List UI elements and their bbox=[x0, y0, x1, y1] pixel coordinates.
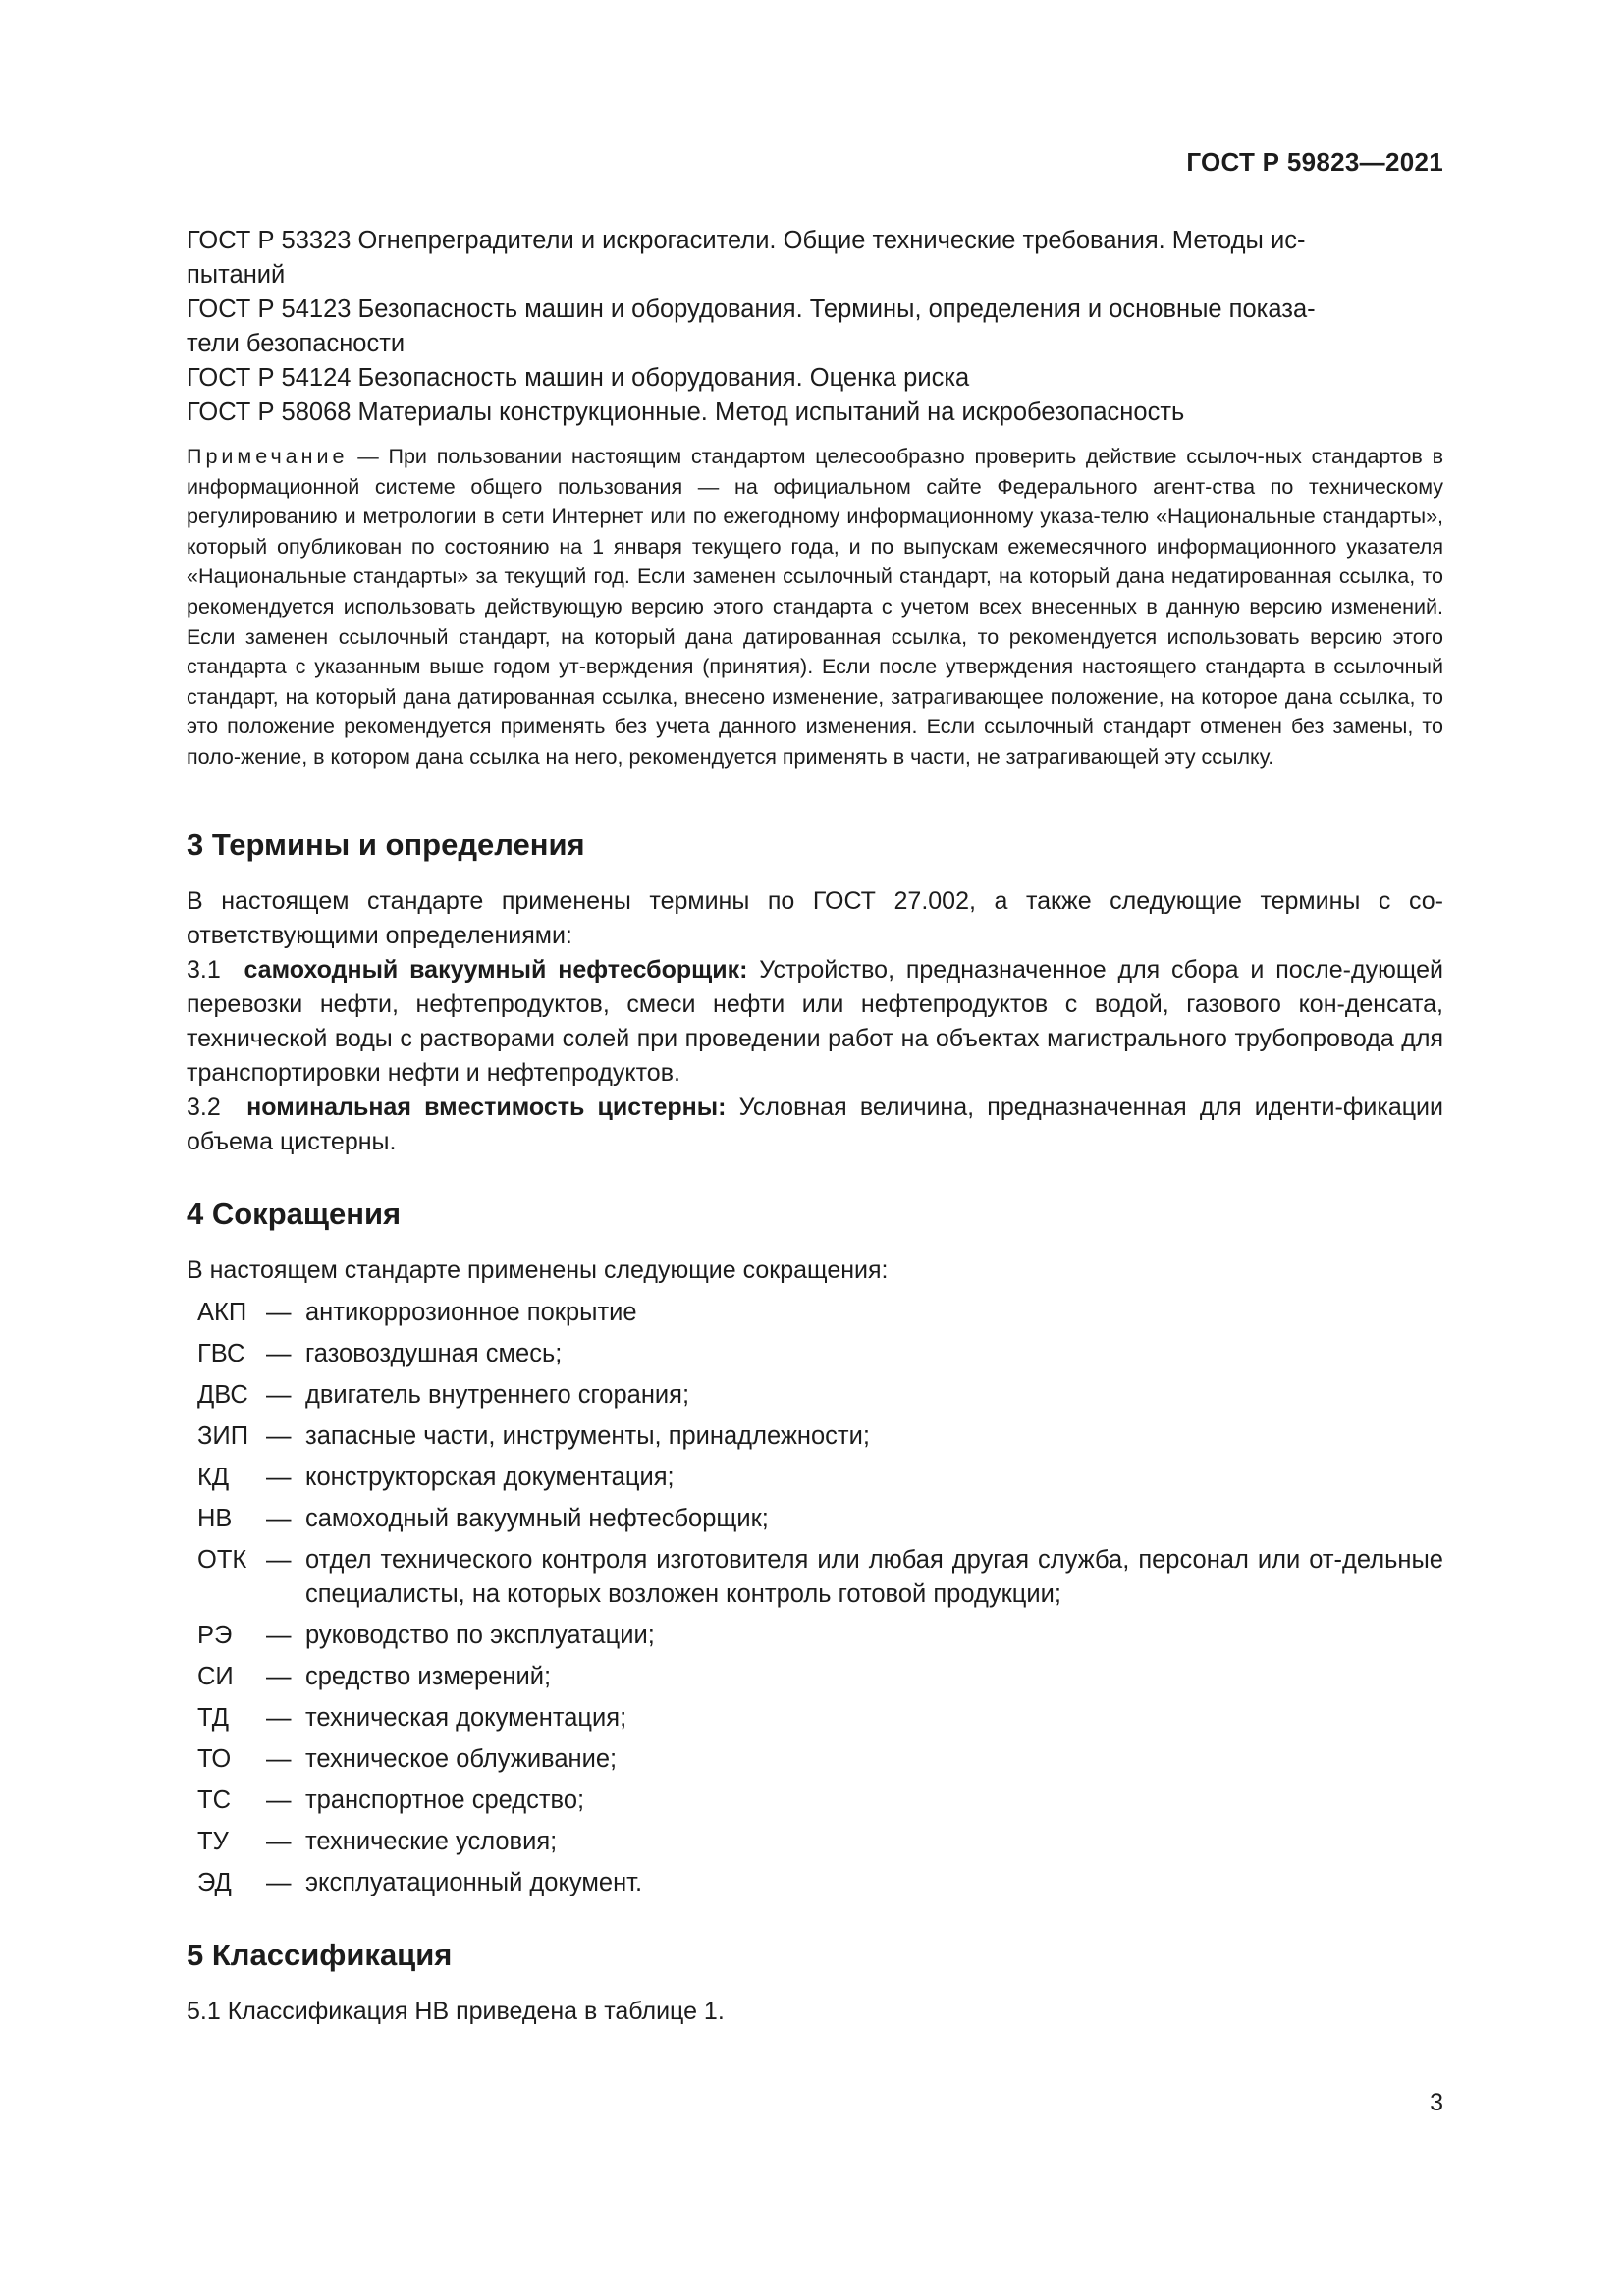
section-4-intro: В настоящем стандарте применены следующие сокращения: bbox=[187, 1255, 889, 1284]
term-name: самоходный вакуумный нефтесборщик: bbox=[244, 955, 748, 984]
abbreviation: ЗИП bbox=[197, 1421, 249, 1450]
reference-line: ГОСТ Р 53323 Огнепреградители и искрогасители. Общие технические требования. Методы ис- bbox=[187, 227, 1306, 254]
abbreviation-dash: — bbox=[266, 1545, 292, 1574]
references-list bbox=[187, 224, 1443, 430]
section-3-body bbox=[187, 884, 1443, 1159]
term-name: номинальная вместимость цистерны: bbox=[246, 1093, 727, 1121]
abbreviation-definition: антикоррозионное покрытие bbox=[305, 1298, 637, 1326]
abbreviation-definition: отдел технического контроля изготовителя или любая другая служба, персонал или от-дельные специалисты, на которых возложен контроль готовой продукции; bbox=[305, 1545, 1443, 1608]
abbreviation-item bbox=[187, 1502, 1443, 1536]
abbreviation-dash: — bbox=[266, 1504, 292, 1532]
abbreviation-dash: — bbox=[266, 1421, 292, 1450]
abbreviation: ТД bbox=[197, 1703, 229, 1732]
abbreviation: АКП bbox=[197, 1298, 247, 1326]
abbreviation-item bbox=[187, 1660, 1443, 1694]
abbreviation-item bbox=[187, 1378, 1443, 1413]
section-5-text: 5.1 Классификация НВ приведена в таблице 1. bbox=[187, 1997, 725, 2025]
abbreviation-item bbox=[187, 1619, 1443, 1653]
abbreviation-item bbox=[187, 1784, 1443, 1818]
abbreviation-definition: транспортное средство; bbox=[305, 1786, 585, 1814]
abbreviation-dash: — bbox=[266, 1380, 292, 1409]
note-paragraph bbox=[187, 442, 1443, 773]
abbreviation-definition: запасные части, инструменты, принадлежности; bbox=[305, 1421, 870, 1450]
abbreviation-definition: самоходный вакуумный нефтесборщик; bbox=[305, 1504, 769, 1532]
abbreviation: ТС bbox=[197, 1786, 231, 1814]
abbreviation: ДВС bbox=[197, 1380, 248, 1409]
abbreviation-definition: техническая документация; bbox=[305, 1703, 627, 1732]
abbreviation-item bbox=[187, 1296, 1443, 1330]
term-definition: Устройство, предназначенное для сбора и после-дующей перевозки нефти, нефтепродуктов, смеси нефти или нефтепродуктов с водой, газового кон-денсата, технической воды с растворами солей при проведении работ на объектах магистрального трубопровода для транспортировки нефти и нефтепродуктов. bbox=[187, 955, 1443, 1087]
term-definition: Условная величина, предназначенная для иденти-фикации объема цистерны. bbox=[187, 1093, 1443, 1155]
abbreviation-item bbox=[187, 1543, 1443, 1612]
abbreviation-dash: — bbox=[266, 1339, 292, 1367]
term-number: 3.1 bbox=[187, 955, 221, 984]
term-number: 3.2 bbox=[187, 1093, 221, 1121]
abbreviation: СИ bbox=[197, 1662, 234, 1690]
abbreviation-definition: газовоздушная смесь; bbox=[305, 1339, 563, 1367]
term-3-2 bbox=[187, 1091, 1443, 1159]
abbreviation-dash: — bbox=[266, 1463, 292, 1491]
section-3-intro: В настоящем стандарте применены термины по ГОСТ 27.002, а также следующие термины с со-ответствующими определениями: bbox=[187, 886, 1443, 949]
abbreviation-dash: — bbox=[266, 1703, 292, 1732]
abbreviation-dash: — bbox=[266, 1827, 292, 1855]
reference-item bbox=[187, 361, 1443, 396]
abbreviation-dash: — bbox=[266, 1662, 292, 1690]
abbreviation: РЭ bbox=[197, 1621, 233, 1649]
section-4-heading: 4 Сокращения bbox=[187, 1196, 402, 1231]
abbreviation-item bbox=[187, 1825, 1443, 1859]
abbreviation-dash: — bbox=[266, 1868, 292, 1896]
abbreviation-definition: руководство по эксплуатации; bbox=[305, 1621, 655, 1649]
abbreviation-definition: технические условия; bbox=[305, 1827, 558, 1855]
reference-item bbox=[187, 224, 1443, 293]
abbreviation-dash: — bbox=[266, 1786, 292, 1814]
reference-continuation: пытаний bbox=[187, 261, 286, 289]
abbreviation: ТО bbox=[197, 1744, 232, 1773]
term-3-1 bbox=[187, 953, 1443, 1091]
page-content bbox=[187, 224, 1443, 2029]
abbreviation-item bbox=[187, 1419, 1443, 1454]
reference-line: ГОСТ Р 54123 Безопасность машин и оборудования. Термины, определения и основные показа- bbox=[187, 295, 1316, 323]
section-5-heading: 5 Классификация bbox=[187, 1937, 453, 1972]
abbreviation-definition: эксплуатационный документ. bbox=[305, 1868, 643, 1896]
reference-item bbox=[187, 396, 1443, 430]
abbreviation-item bbox=[187, 1337, 1443, 1371]
abbreviation-dash: — bbox=[266, 1744, 292, 1773]
abbreviation: ЭД bbox=[197, 1868, 232, 1896]
abbreviation-item bbox=[187, 1742, 1443, 1777]
section-3-heading: 3 Термины и определения bbox=[187, 827, 585, 862]
abbreviation: НВ bbox=[197, 1504, 233, 1532]
abbreviation-item bbox=[187, 1701, 1443, 1735]
abbreviation-definition: двигатель внутреннего сгорания; bbox=[305, 1380, 690, 1409]
abbreviation-definition: техническое облуживание; bbox=[305, 1744, 618, 1773]
abbreviation-definition: средство измерений; bbox=[305, 1662, 552, 1690]
abbreviation-item bbox=[187, 1461, 1443, 1495]
reference-continuation: тели безопасности bbox=[187, 330, 406, 357]
reference-line: ГОСТ Р 58068 Материалы конструкционные. Метод испытаний на искробезопасность bbox=[187, 399, 1185, 426]
abbreviation: ОТК bbox=[197, 1545, 247, 1574]
abbreviation-definition: конструкторская документация; bbox=[305, 1463, 675, 1491]
note-text: — При пользовании настоящим стандартом целесообразно проверить действие ссылоч-ных стандартов в информационной системе общего пользования — на официальном сайте Федерального агент-ства по техническому регулированию и метрологии в сети Интернет или по ежегодному информационному указа-телю «Национальные стандарты», который опубликован по состоянию на 1 января текущего года, и по выпускам ежемесячного информационного указателя «Национальные стандарты» за текущий год. Если заменен ссылочный стандарт, на который дана недатированная ссылка, то рекомендуется использовать действующую версию этого стандарта с учетом всех внесенных в данную версию изменений. Если заменен ссылочный стандарт, на который дана датированная ссылка, то рекомендуется использовать версию этого стандарта с указанным выше годом ут-верждения (принятия). Если после утверждения настоящего стандарта в ссылочный стандарт, на который дана датированная ссылка, внесено изменение, затрагивающее положение, на которое дана ссылка, то это положение рекомендуется применять без учета данного изменения. Если ссылочный стандарт отменен без замены, то поло-жение, в котором дана ссылка на него, рекомендуется применять в части, не затрагивающей эту ссылку. bbox=[187, 445, 1443, 769]
reference-line: ГОСТ Р 54124 Безопасность машин и оборудования. Оценка риска bbox=[187, 364, 970, 392]
abbreviation: ГВС bbox=[197, 1339, 245, 1367]
abbreviation-dash: — bbox=[266, 1621, 292, 1649]
abbreviation-dash: — bbox=[266, 1298, 292, 1326]
note-label: Примечание bbox=[187, 445, 349, 468]
abbreviation-list bbox=[187, 1296, 1443, 1900]
reference-item bbox=[187, 293, 1443, 361]
document-code: ГОСТ Р 59823—2021 bbox=[1186, 147, 1443, 177]
abbreviation: КД bbox=[197, 1463, 230, 1491]
abbreviation-item bbox=[187, 1866, 1443, 1900]
abbreviation: ТУ bbox=[197, 1827, 229, 1855]
page-number: 3 bbox=[1430, 2089, 1443, 2116]
